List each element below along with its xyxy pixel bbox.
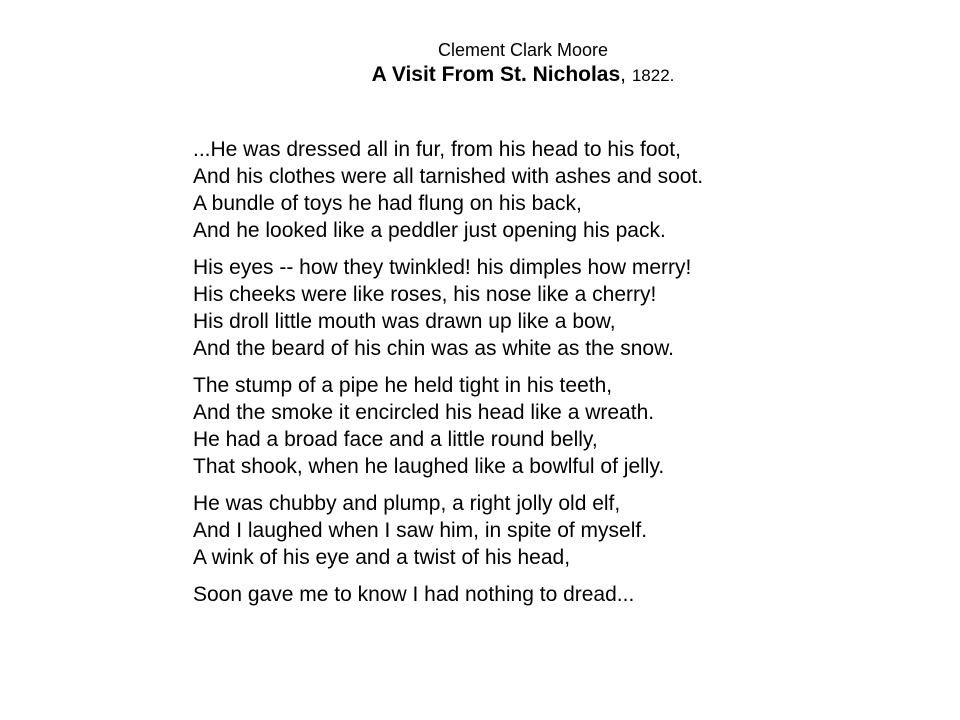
title-line [86,62,960,89]
poem-title: A Visit From St. Nicholas [371,63,621,86]
stanza [193,136,873,244]
poem-line: Soon gave me to know I had nothing to dread... [193,583,635,606]
poem-body [193,136,873,608]
poem-line: And the beard of his chin was as white as the snow. [193,337,674,360]
stanza [193,490,873,571]
poem-line: And I laughed when I saw him, in spite of myself. [193,519,648,542]
poem-line: He was chubby and plump, a right jolly old elf, [193,492,621,515]
poem-line: And he looked like a peddler just opening his pack. [193,219,666,242]
poem-year: 1822. [631,66,675,85]
poem-line: His cheeks were like roses, his nose like a cherry! [193,283,657,306]
stanza [193,372,873,480]
stanza [193,254,873,362]
poem-line: He had a broad face and a little round belly, [193,428,598,451]
poem-line: A bundle of toys he had flung on his back, [193,192,582,215]
poem-line: His eyes -- how they twinkled! his dimples how merry! [193,256,692,279]
poem-line: A wink of his eye and a twist of his head, [193,546,571,569]
poem-line: And the smoke it encircled his head like a wreath. [193,401,655,424]
poem-line: That shook, when he laughed like a bowlful of jelly. [193,455,665,478]
poem-line: The stump of a pipe he held tight in his teeth, [193,374,613,397]
poem-line: And his clothes were all tarnished with ashes and soot. [193,165,704,188]
poem-line: ...He was dressed all in fur, from his head to his foot, [193,138,681,161]
stanza [193,581,873,608]
title-separator: , [620,63,632,86]
poem-line: His droll little mouth was drawn up like a bow, [193,310,616,333]
poem-header [0,38,960,89]
author-name: Clement Clark Moore [437,40,609,60]
